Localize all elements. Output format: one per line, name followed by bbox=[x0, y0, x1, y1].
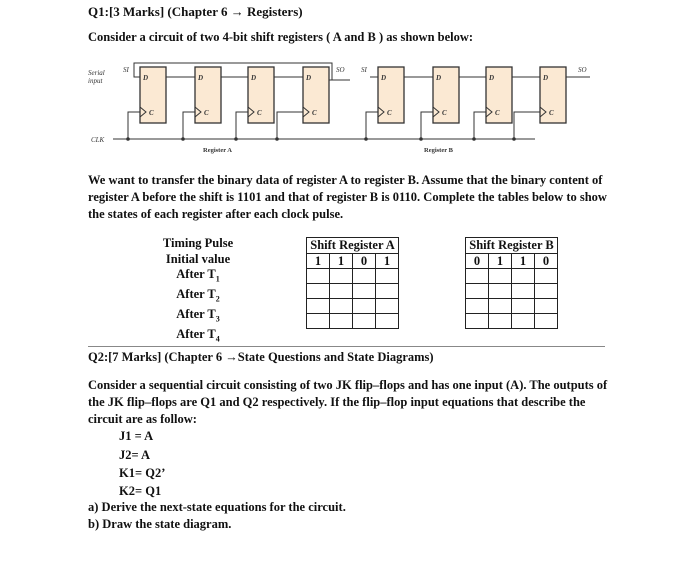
cell[interactable]: 0 bbox=[535, 254, 558, 269]
cell[interactable] bbox=[489, 314, 512, 329]
table-row bbox=[307, 284, 399, 299]
si-a-label: SI bbox=[123, 66, 129, 74]
clock-input-label: C bbox=[549, 109, 554, 117]
cell[interactable]: 0 bbox=[353, 254, 376, 269]
cell[interactable] bbox=[512, 314, 535, 329]
clock-input-label: C bbox=[495, 109, 500, 117]
d-input-label: D bbox=[251, 74, 257, 82]
cell[interactable] bbox=[489, 299, 512, 314]
clock-input-label: C bbox=[149, 109, 154, 117]
table-row bbox=[466, 299, 558, 314]
after-t4-label: After $T_4$ bbox=[176, 327, 220, 344]
table-row bbox=[307, 314, 399, 329]
q2-title: Q2:[7 Marks] (Chapter 6 →State Questions and State Diagrams) bbox=[88, 350, 434, 364]
d-input-label: D bbox=[306, 74, 312, 82]
cell[interactable] bbox=[535, 284, 558, 299]
cell[interactable] bbox=[330, 269, 353, 284]
cell[interactable] bbox=[307, 299, 330, 314]
equation-j2: J2= A bbox=[119, 448, 151, 462]
cell[interactable] bbox=[353, 314, 376, 329]
section-divider bbox=[88, 346, 605, 347]
clock-input-label: C bbox=[204, 109, 209, 117]
cell[interactable] bbox=[353, 284, 376, 299]
serial-input-label: Serial bbox=[88, 69, 105, 77]
si-b-label: SI bbox=[361, 66, 367, 74]
initial-value-label: Initial value bbox=[165, 251, 231, 266]
so-b-label: SO bbox=[578, 66, 587, 74]
cell[interactable]: 1 bbox=[376, 254, 399, 269]
shift-register-b-table bbox=[465, 237, 558, 329]
clock-wire bbox=[128, 112, 140, 139]
cell[interactable]: 1 bbox=[307, 254, 330, 269]
after-t3-label: After $T_3$ bbox=[176, 307, 220, 324]
q1-intro: Consider a circuit of two 4-bit shift registers ( A and B ) as shown below: bbox=[88, 30, 474, 44]
cell[interactable] bbox=[466, 269, 489, 284]
cell[interactable] bbox=[307, 314, 330, 329]
d-input-label: D bbox=[436, 74, 442, 82]
cell[interactable]: 0 bbox=[466, 254, 489, 269]
after-t2-label: After $T_2$ bbox=[176, 287, 220, 304]
cell[interactable] bbox=[466, 314, 489, 329]
clock-input-label: C bbox=[387, 109, 392, 117]
cell[interactable] bbox=[307, 269, 330, 284]
shift-register-a-table bbox=[306, 237, 399, 329]
q1-paragraph: We want to transfer the binary data of register A to register B. Assume that the binary content of register A before the shift is 1101 and that of register B is 0110. Complete the tables below to show the states of each register after each clock pulse. bbox=[88, 173, 607, 221]
cell[interactable] bbox=[353, 269, 376, 284]
timing-labels bbox=[143, 236, 253, 347]
clk-label: CLK bbox=[91, 136, 105, 144]
clock-input-label: C bbox=[257, 109, 262, 117]
cell[interactable] bbox=[330, 299, 353, 314]
q1-title: Q1:[3 Marks] (Chapter 6 → Registers) bbox=[88, 4, 303, 19]
d-input-label: D bbox=[543, 74, 549, 82]
clock-wire bbox=[366, 112, 378, 139]
cell[interactable] bbox=[535, 314, 558, 329]
timing-pulse-label: Timing Pulse bbox=[162, 236, 234, 250]
cell[interactable]: 1 bbox=[330, 254, 353, 269]
equation-k1: K1= Q2’ bbox=[119, 466, 166, 480]
cell[interactable] bbox=[512, 269, 535, 284]
clock-input-label: C bbox=[312, 109, 317, 117]
clock-wire bbox=[474, 112, 486, 139]
d-input-label: D bbox=[381, 74, 387, 82]
cell[interactable] bbox=[512, 299, 535, 314]
d-input-label: D bbox=[489, 74, 495, 82]
table-row bbox=[466, 254, 558, 269]
table-row bbox=[466, 269, 558, 284]
q2-paragraph: Consider a sequential circuit consisting of two JK flip–flops and has one input (A). The outputs of the JK flip–flops are Q1 and Q2 respectively. If the flip–flop input equations that describe the circuit are as follow: bbox=[88, 378, 608, 426]
cell[interactable] bbox=[376, 269, 399, 284]
cell[interactable] bbox=[535, 299, 558, 314]
cell[interactable] bbox=[489, 284, 512, 299]
cell[interactable] bbox=[376, 299, 399, 314]
clock-input-label: C bbox=[442, 109, 447, 117]
table-row bbox=[466, 314, 558, 329]
cell[interactable] bbox=[512, 284, 535, 299]
table-row bbox=[307, 269, 399, 284]
cell[interactable] bbox=[489, 269, 512, 284]
cell[interactable]: 1 bbox=[489, 254, 512, 269]
clock-wire bbox=[183, 112, 195, 139]
register-a-label: Register A bbox=[203, 147, 232, 154]
equation-j1: J1 = A bbox=[119, 429, 154, 443]
cell[interactable] bbox=[330, 314, 353, 329]
table-b-header: Shift Register B bbox=[466, 238, 558, 254]
cell[interactable] bbox=[376, 284, 399, 299]
table-row bbox=[307, 299, 399, 314]
after-t1-label: After $T_1$ bbox=[176, 267, 220, 284]
cell[interactable] bbox=[466, 299, 489, 314]
cell[interactable] bbox=[535, 269, 558, 284]
shift-register-diagram bbox=[0, 0, 688, 170]
part-a: a) Derive the next-state equations for the circuit. bbox=[88, 500, 346, 514]
cell[interactable] bbox=[466, 284, 489, 299]
equation-k2: K2= Q1 bbox=[119, 484, 162, 498]
table-a-header: Shift Register A bbox=[307, 238, 399, 254]
cell[interactable] bbox=[330, 284, 353, 299]
clock-wire bbox=[514, 112, 540, 139]
part-b: b) Draw the state diagram. bbox=[88, 517, 232, 531]
clock-wire bbox=[236, 112, 248, 139]
so-a-label: SO bbox=[336, 66, 345, 74]
d-input-label: D bbox=[198, 74, 204, 82]
cell[interactable]: 1 bbox=[512, 254, 535, 269]
cell[interactable] bbox=[353, 299, 376, 314]
cell[interactable] bbox=[376, 314, 399, 329]
d-input-label: D bbox=[143, 74, 149, 82]
serial-input-label-2: input bbox=[88, 77, 103, 85]
register-b-label: Register B bbox=[424, 147, 453, 154]
clock-wire bbox=[421, 112, 433, 139]
table-row bbox=[307, 254, 399, 269]
cell[interactable] bbox=[307, 284, 330, 299]
table-row bbox=[466, 284, 558, 299]
clock-wire bbox=[277, 112, 303, 139]
